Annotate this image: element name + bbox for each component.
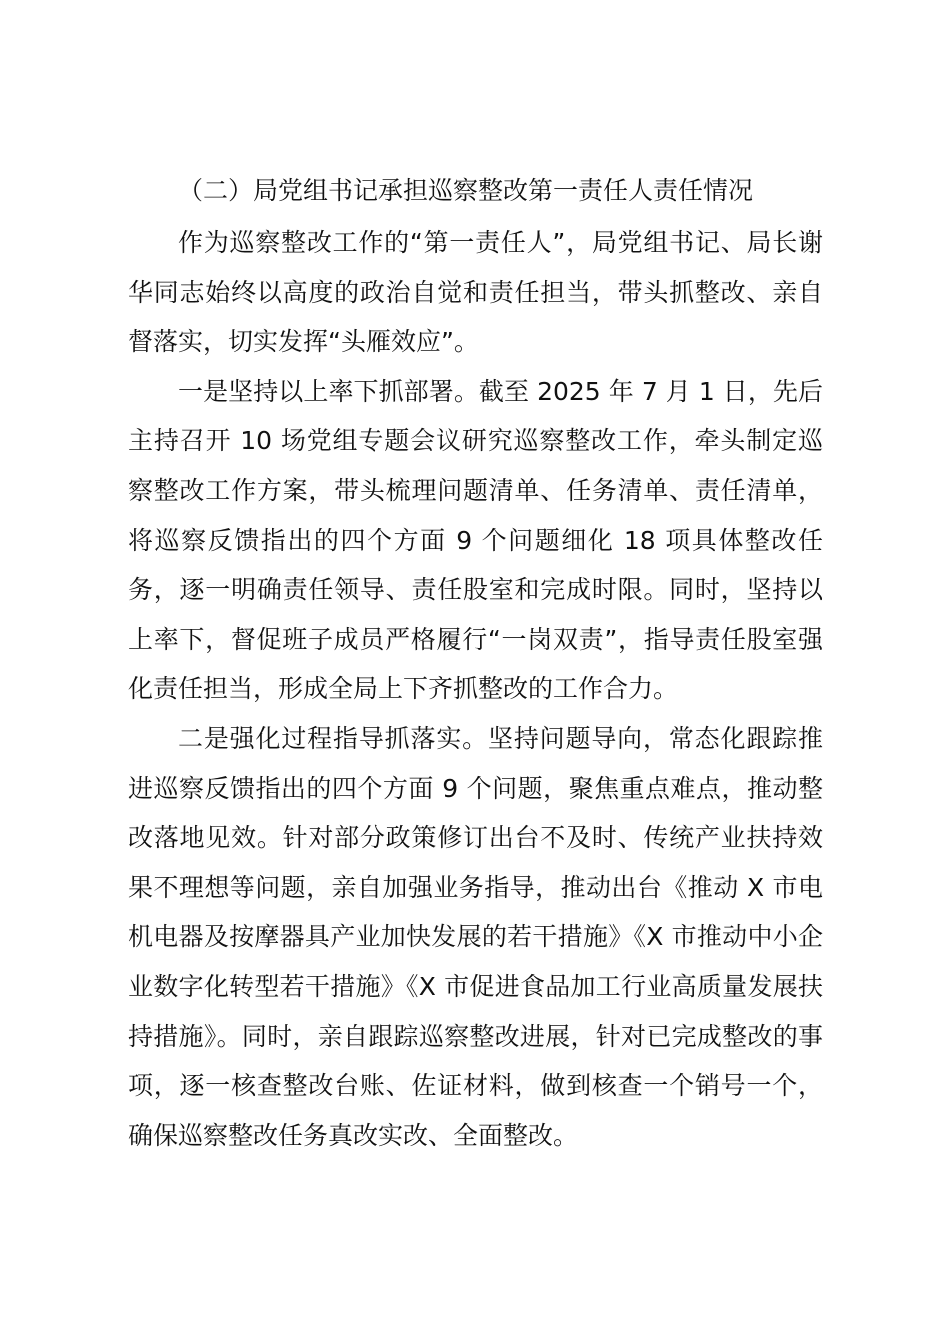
- document-page: [128, 166, 823, 1160]
- paragraph-intro: 作为巡察整改工作的“第一责任人”，局党组书记、局长谢华同志始终以高度的政治自觉和责任担当，带头抓整改、亲自督落实，切实发挥“头雁效应”。: [128, 228, 823, 357]
- section-heading: （二）局党组书记承担巡察整改第一责任人责任情况: [178, 176, 754, 205]
- paragraph-point-one: 一是坚持以上率下抓部署。截至 2025 年 7 月 1 日，先后主持召开 10 场党组专题会议研究巡察整改工作，牵头制定巡察整改工作方案，带头梳理问题清单、任务清单、责任清单，将巡察反馈指出的四个方面 9 个问题细化 18 项具体整改任务，逐一明确责任领导、责任股室和完成时限。同时，坚持以上率下，督促班子成员严格履行“一岗双责”，指导责任股室强化责任担当，形成全局上下齐抓整改的工作合力。: [128, 376, 823, 704]
- paragraph-point-two: 二是强化过程指导抓落实。坚持问题导向，常态化跟踪推进巡察反馈指出的四个方面 9 个问题，聚焦重点难点，推动整改落地见效。针对部分政策修订出台不及时、传统产业扶持效果不理想等问题，亲自加强业务指导，推动出台《推动 X 市电机电器及按摩器具产业加快发展的若干措施》《X 市推动中小企业数字化转型若干措施》《X 市促进食品加工行业高质量发展扶持措施》。同时，亲自跟踪巡察整改进展，针对已完成整改的事项，逐一核查整改台账、佐证材料，做到核查一个销号一个，确保巡察整改任务真改实改、全面整改。: [128, 723, 823, 1150]
